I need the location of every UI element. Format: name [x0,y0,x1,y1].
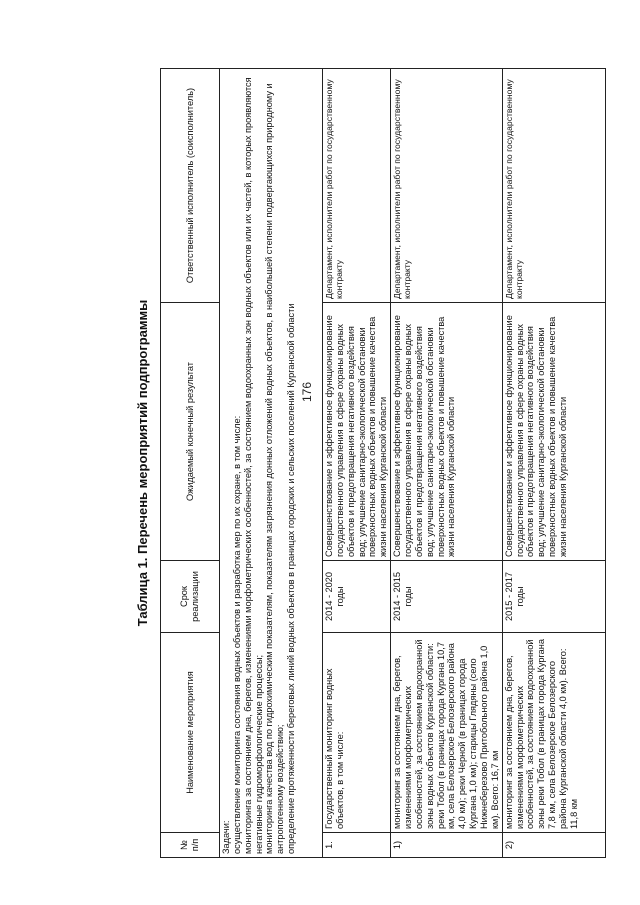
row-term: 2014 - 2020 годы [323,561,391,633]
row-result: Совершенствование и эффективное функционирование государственного управления в сфере охраны водных объектов и предотвращения негативного воздействия вод; улучшение санитарно-экологической обстановки поверхностных водных объектов и повышение качества жизни населения Курганской области [391,303,503,561]
row-executor: Департамент, исполнители работ по государственному контракту [323,69,391,303]
header-executor: Ответственный исполнитель (соисполнитель) [161,69,220,303]
header-result: Ожидаемый конечный результат [161,303,220,561]
task-line: осуществление мониторинга состояния водных объектов и разработка мер по их охране, в том числе: [231,415,242,854]
header-num: № п/п [161,833,220,858]
row-executor: Департамент, исполнители работ по государственному контракту [502,69,605,303]
row-result: Совершенствование и эффективное функционирование государственного управления в сфере охраны водных объектов и предотвращения негативного воздействия вод; улучшение санитарно-экологической обстановки поверхностных водных объектов и повышение качества жизни населения Курганской области [323,303,391,561]
tasks-row [220,69,323,858]
row-num: 1) [391,833,503,858]
tasks-cell [220,69,323,858]
row-name: мониторинг за состоянием дна, берегов, изменениями морфометрических особенностей, за состоянием водоохранной зоны реки Тобол (в границах города Кургана 7,8 км, села Белозерское Белозерского района Курганской области 4,0 км). Всего: 11,8 км [502,633,605,833]
header-name: Наименование мероприятия [161,633,220,833]
rotated-page-content [126,68,579,858]
header-row [161,69,220,858]
tasks-label: Задачи: [221,820,231,854]
row-num: 1. [323,833,391,858]
table-row [323,69,391,858]
task-line: мониторинга качества вод по гидрохимическим показателям, показателям загрязнения донных отложений водных объектов, в наибольшей степени подвергающихся природному и антропогенному воздействию; [264,83,286,854]
row-name: мониторинг за состоянием дна, берегов, изменениями морфометрических особенностей, за состоянием водоохранной зоны водных объектов Курганской области: реки Тобол (в границах города Кургана 10,7 км, села Белозерское Белозерского района 4,0 км); реки Черной (в границах города Кургана 1,0 км); старицы Глядяны (село Нижнеберезово Притобольного района 1,0 км). Всего: 16,7 км [391,633,503,833]
row-num: 2) [502,833,605,858]
task-line: мониторинга за состоянием дна, берегов, изменениями морфометрических особенностей, за состоянием водоохранных зон водных объектов или их частей, в которых проявляются негативные гидроморфологические процессы; [242,77,264,854]
table-row [391,69,503,858]
row-name: Государственный мониторинг водных объектов, в том числе: [323,633,391,833]
table-title: Таблица 1. Перечень мероприятий подпрограммы [135,299,150,627]
row-term: 2014 - 2015 годы [391,561,503,633]
row-term: 2015 - 2017 годы [502,561,605,633]
row-result: Совершенствование и эффективное функционирование государственного управления в сфере охраны водных объектов и предотвращения негативного воздействия вод; улучшение санитарно-экологической обстановки поверхностных водных объектов и повышение качества жизни населения Курганской области [502,303,605,561]
table-row [502,69,605,858]
header-term: Срок реализации [161,561,220,633]
row-executor: Департамент, исполнители работ по государственному контракту [391,69,503,303]
measures-table [160,68,606,858]
page-number: 176 [300,381,314,402]
task-line: определение протяженности береговых линий водных объектов в границах городских и сельских поселений Курганской области [286,303,297,854]
